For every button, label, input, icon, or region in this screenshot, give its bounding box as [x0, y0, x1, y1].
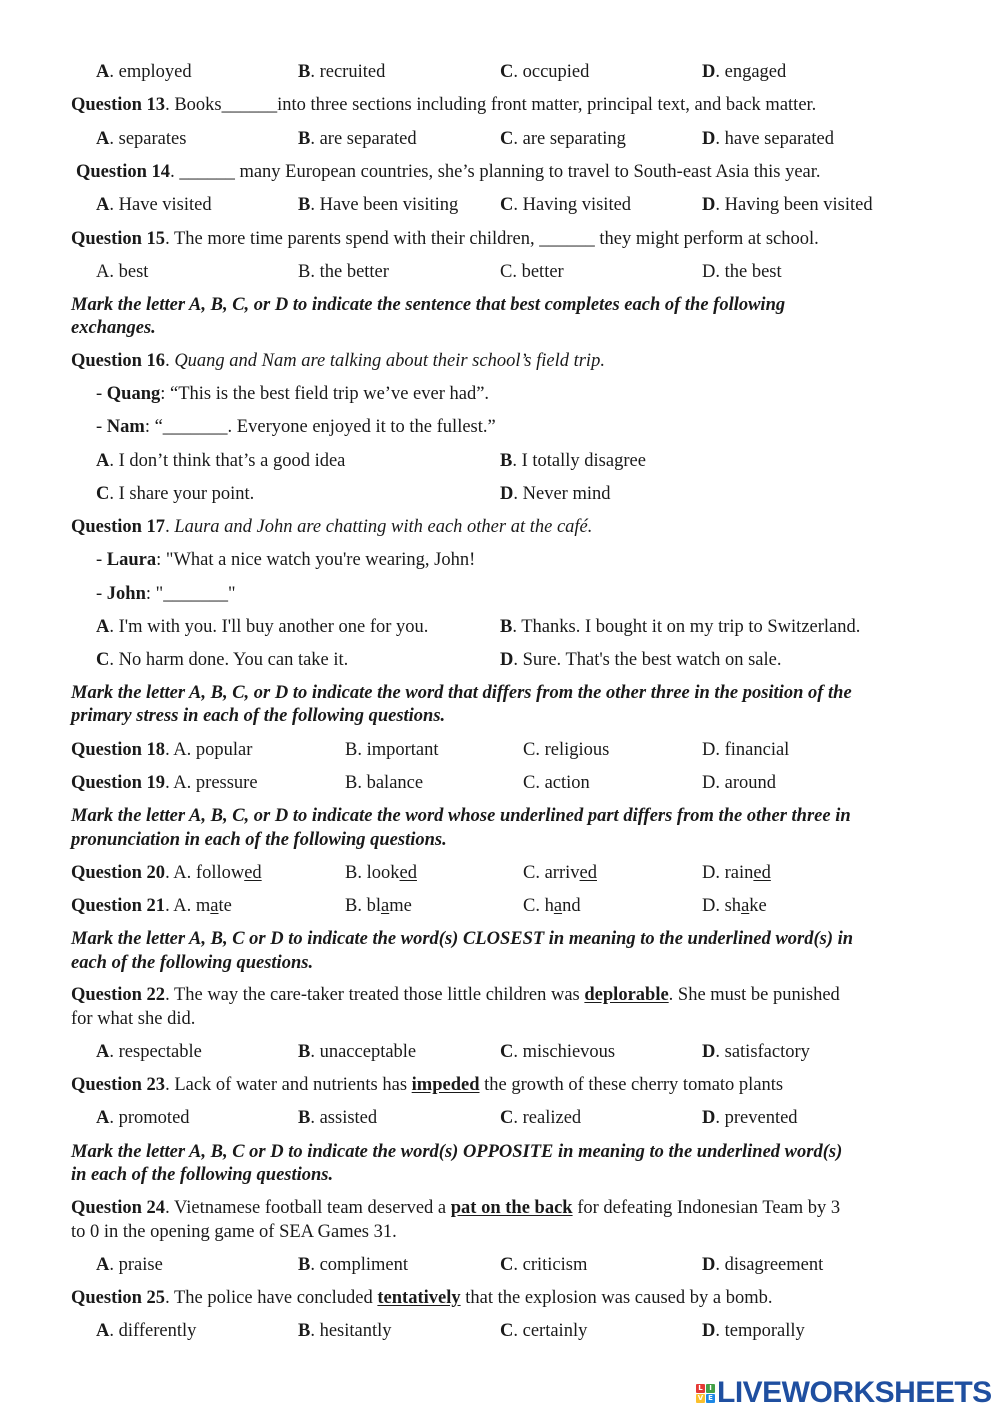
q22-option-a: A. respectable: [96, 1042, 202, 1062]
q23-option-a: A. promoted: [96, 1108, 190, 1128]
q17-option-a: A. I'm with you. I'll buy another one for you.: [96, 617, 429, 637]
q24-option-a: A. praise: [96, 1255, 163, 1275]
q25-option-a: A. differently: [96, 1321, 197, 1341]
question-23: Question 23. Lack of water and nutrients has impeded the growth of these cherry tomato plants: [71, 1075, 784, 1095]
section-instruction-pronunciation-line2: pronunciation in each of the following questions.: [71, 830, 447, 850]
q12-option-d: D. engaged: [702, 62, 787, 82]
q18-option-d: D. financial: [702, 740, 790, 760]
q12-option-b: B. recruited: [298, 62, 386, 82]
q25-option-b: B. hesitantly: [298, 1321, 392, 1341]
q15-option-d: D. the best: [702, 262, 782, 282]
q16-option-d: D. Never mind: [500, 484, 611, 504]
q19-option-d: D. around: [702, 773, 776, 793]
q16-option-c: C. I share your point.: [96, 484, 255, 504]
question-19: Question 19. A. pressure: [71, 773, 258, 793]
question-21: Question 21. A. mate: [71, 896, 232, 916]
q14-option-b: B. Have been visiting: [298, 195, 459, 215]
q16-option-a: A. I don’t think that’s a good idea: [96, 451, 346, 471]
section-instruction-opposite-line2: in each of the following questions.: [71, 1165, 334, 1185]
q24-option-b: B. compliment: [298, 1255, 408, 1275]
q13-option-d: D. have separated: [702, 129, 835, 149]
q24-option-c: C. criticism: [500, 1255, 588, 1275]
q21-option-d: D. shake: [702, 896, 767, 916]
question-16: Question 16. Quang and Nam are talking about their school’s field trip.: [71, 351, 605, 371]
q22-option-b: B. unacceptable: [298, 1042, 417, 1062]
section-instruction-opposite-line1: Mark the letter A, B, C or D to indicate the word(s) OPPOSITE in meaning to the underlined word(s): [71, 1142, 843, 1162]
q23-option-d: D. prevented: [702, 1108, 798, 1128]
q14-option-c: C. Having visited: [500, 195, 632, 215]
q19-option-b: B. balance: [345, 773, 424, 793]
section-instruction-closest-line1: Mark the letter A, B, C or D to indicate the word(s) CLOSEST in meaning to the underlined word(s) in: [71, 929, 854, 949]
q25-underlined-word: tentatively: [377, 1288, 461, 1308]
q20-option-b: B. looked: [345, 863, 417, 883]
q17-option-c: C. No harm done. You can take it.: [96, 650, 349, 670]
section-instruction-stress-line2: primary stress in each of the following questions.: [71, 706, 446, 726]
q22-option-d: D. satisfactory: [702, 1042, 810, 1062]
q16-option-b: B. I totally disagree: [500, 451, 646, 471]
section-instruction-stress-line1: Mark the letter A, B, C, or D to indicate the word that differs from the other three in the position of the: [71, 683, 852, 703]
question-25: Question 25. The police have concluded tentatively that the explosion was caused by a bomb.: [71, 1288, 773, 1308]
q18-option-b: B. important: [345, 740, 439, 760]
question-22-line2: for what she did.: [71, 1009, 196, 1029]
q17-speaker-2: - John: "_______": [96, 584, 236, 604]
q13-option-c: C. are separating: [500, 129, 626, 149]
q22-option-c: C. mischievous: [500, 1042, 616, 1062]
q23-option-c: C. realized: [500, 1108, 582, 1128]
q21-option-c: C. hand: [523, 896, 581, 916]
q20-option-c: C. arrived: [523, 863, 597, 883]
q25-option-c: C. certainly: [500, 1321, 588, 1341]
question-17: Question 17. Laura and John are chatting with each other at the café.: [71, 517, 593, 537]
q23-underlined-word: impeded: [411, 1075, 480, 1095]
q13-option-a: A. separates: [96, 129, 187, 149]
q17-option-d: D. Sure. That's the best watch on sale.: [500, 650, 782, 670]
question-13: Question 13. Books______into three sections including front matter, principal text, and back matter.: [71, 95, 817, 115]
q25-option-d: D. temporally: [702, 1321, 805, 1341]
liveworksheets-logo-text: LIVEWORKSHEETS: [717, 1376, 992, 1409]
question-15: Question 15. The more time parents spend with their children, ______ they might perform at school.: [71, 229, 819, 249]
q12-option-a: A. employed: [96, 62, 192, 82]
section-instruction-closest-line2: each of the following questions.: [71, 953, 314, 973]
q20-option-d: D. rained: [702, 863, 771, 883]
q12-option-c: C. occupied: [500, 62, 590, 82]
section-instruction-exchanges-line2: exchanges.: [71, 318, 156, 338]
q14-option-d: D. Having been visited: [702, 195, 873, 215]
q24-option-d: D. disagreement: [702, 1255, 824, 1275]
q22-underlined-word: deplorable: [584, 985, 669, 1005]
q19-option-c: C. action: [523, 773, 590, 793]
q14-option-a: A. Have visited: [96, 195, 212, 215]
question-14: Question 14. ______ many European countries, she’s planning to travel to South-east Asia this year.: [76, 162, 821, 182]
q13-option-b: B. are separated: [298, 129, 417, 149]
liveworksheets-logo: [696, 1376, 992, 1410]
question-24: Question 24. Vietnamese football team deserved a pat on the back for defeating Indonesian Team by 3: [71, 1198, 841, 1218]
q15-option-c: C. better: [500, 262, 564, 282]
liveworksheets-logo-icon: L I V E: [696, 1384, 715, 1403]
question-22: Question 22. The way the care-taker treated those little children was deplorable. She must be punished: [71, 985, 840, 1005]
q18-option-c: C. religious: [523, 740, 610, 760]
question-18: Question 18. A. popular: [71, 740, 253, 760]
q16-speaker-1: - Quang: “This is the best field trip we’ve ever had”.: [96, 384, 490, 404]
q16-speaker-2: - Nam: “_______. Everyone enjoyed it to the fullest.”: [96, 417, 496, 437]
q15-option-a: A. best: [96, 262, 149, 282]
q17-speaker-1: - Laura: "What a nice watch you're wearing, John!: [96, 550, 476, 570]
q21-option-b: B. blame: [345, 896, 412, 916]
q24-underlined-phrase: pat on the back: [450, 1198, 573, 1218]
q15-option-b: B. the better: [298, 262, 389, 282]
question-24-line2: to 0 in the opening game of SEA Games 31.: [71, 1222, 397, 1242]
q23-option-b: B. assisted: [298, 1108, 378, 1128]
question-20: Question 20. A. followed: [71, 863, 262, 883]
section-instruction-pronunciation-line1: Mark the letter A, B, C, or D to indicate the word whose underlined part differs from the other three in: [71, 806, 851, 826]
q17-option-b: B. Thanks. I bought it on my trip to Switzerland.: [500, 617, 861, 637]
section-instruction-exchanges-line1: Mark the letter A, B, C, or D to indicate the sentence that best completes each of the following: [71, 295, 786, 315]
